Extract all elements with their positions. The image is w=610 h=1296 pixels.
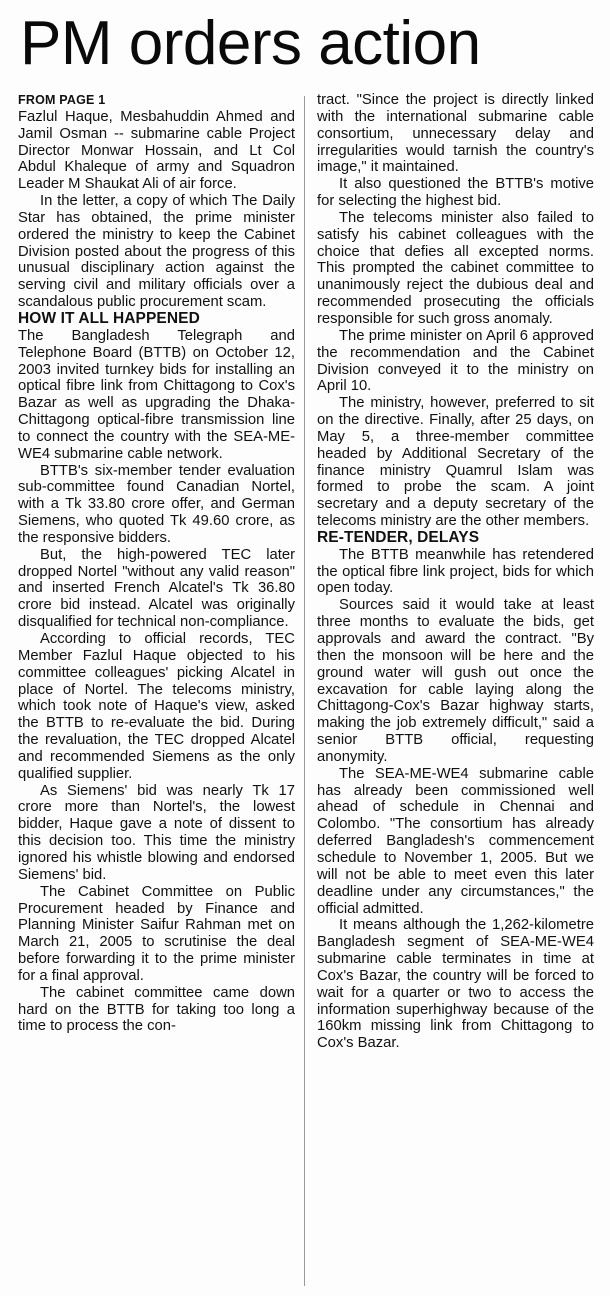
paragraph: The cabinet committee came down hard on the BTTB for taking too long a time to process the con-	[18, 984, 295, 1035]
headline: PM orders action	[20, 9, 481, 78]
paragraph: The ministry, however, preferred to sit on the directive. Finally, after 25 days, on May 5, a three-member committee headed by Additional Secretary of the finance ministry Quamrul Islam was formed to probe the scam. A joint secretary and a deputy secretary of the telecoms ministry are the other members.	[317, 395, 594, 530]
paragraph: The Cabinet Committee on Public Procurement headed by Finance and Planning Minister Saifur Rahman met on March 21, 2005 to scrutinise the deal before forwarding it to the prime minister for a final approval.	[18, 883, 295, 984]
paragraph: It means although the 1,262-kilometre Bangladesh segment of SEA-ME-WE4 submarine cable terminates in time at Cox's Bazar, the country will be forced to wait for a quarter or two to access the information superhighway because of the 160km missing link from Chittagong to Cox's Bazar.	[317, 917, 594, 1052]
paragraph: BTTB's six-member tender evaluation sub-committee found Canadian Nortel, with a Tk 33.80 crore offer, and German Siemens, who quoted Tk 49.60 crore, as the responsive bidders.	[18, 462, 295, 546]
paragraph: The prime minister on April 6 approved the recommendation and the Cabinet Division conveyed it to the ministry on April 10.	[317, 327, 594, 395]
paragraph: Sources said it would take at least three months to evaluate the bids, get approvals and award the contract. "By then the monsoon will be here and the ground water will gush out once the excavation for cable laying along the Chittagong-Cox's Bazar highway starts, making the job extremely difficult," said a senior BTTB official, requesting anonymity.	[317, 597, 594, 765]
paragraph: Fazlul Haque, Mesbahuddin Ahmed and Jamil Osman -- submarine cable Project Director Monwar Hossain, and Lt Col Abdul Khaleque of army and Squadron Leader M Shaukat Ali of air force.	[18, 108, 295, 193]
paragraph: The telecoms minister also failed to satisfy his cabinet colleagues with the choice that defies all excepted norms. This prompted the cabinet committee to unanimously reject the dubious deal and recommended prosecuting the officials responsible for such gross anomaly.	[317, 209, 594, 327]
left-column	[18, 92, 295, 1035]
subheading-re-tender-delays: RE-TENDER, DELAYS	[317, 528, 480, 546]
paragraph: But, the high-powered TEC later dropped Nortel "without any valid reason" and inserted French Alcatel's Tk 36.80 crore bid instead. Alcatel was originally disqualified for technical non-compliance.	[18, 546, 295, 631]
right-column	[317, 92, 594, 1052]
column-divider	[304, 96, 305, 1286]
paragraph: The Bangladesh Telegraph and Telephone Board (BTTB) on October 12, 2003 invited turnkey bids for installing an optical fibre link from Chittagong to Cox's Bazar as well as upgrading the Dhaka-Chittagong optical-fibre transmission line to connect the country with the SEA-ME-WE4 submarine cable network.	[18, 327, 295, 462]
paragraph: tract. "Since the project is directly linked with the international submarine cable consortium, unnecessary delay and irregularities would tarnish the country's image," it maintained.	[317, 92, 594, 176]
from-page-label: FROM PAGE 1	[18, 93, 106, 107]
paragraph: The SEA-ME-WE4 submarine cable has already been commissioned well ahead of schedule in Chennai and Colombo. "The consortium has already deferred Bangladesh's commencement schedule to November 1, 2005. But we will not be able to meet even this later deadline under any circumstances," the official admitted.	[317, 765, 594, 917]
paragraph: As Siemens' bid was nearly Tk 17 crore more than Nortel's, the lowest bidder, Haque gave a note of dissent to this decision too. This time the ministry ignored his whistle blowing and endorsed Siemens' bid.	[18, 782, 295, 883]
subheading-how-it-all-happened: HOW IT ALL HAPPENED	[18, 309, 200, 327]
paragraph: It also questioned the BTTB's motive for selecting the highest bid.	[317, 176, 594, 210]
paragraph: According to official records, TEC Member Fazlul Haque objected to his committee colleagues' picking Alcatel in place of Nortel. The telecoms ministry, which took note of Haque's view, asked the BTTB to re-evaluate the bid. During the revaluation, the TEC dropped Alcatel and recommended Siemens as the only qualified supplier.	[18, 631, 295, 782]
paragraph: The BTTB meanwhile has retendered the optical fibre link project, bids for which open today.	[317, 546, 594, 597]
paragraph: In the letter, a copy of which The Daily Star has obtained, the prime minister ordered the ministry to keep the Cabinet Division posted about the progress of this unusual disciplinary action against the serving civil and military officials over a scandalous public procurement scam.	[18, 193, 295, 311]
